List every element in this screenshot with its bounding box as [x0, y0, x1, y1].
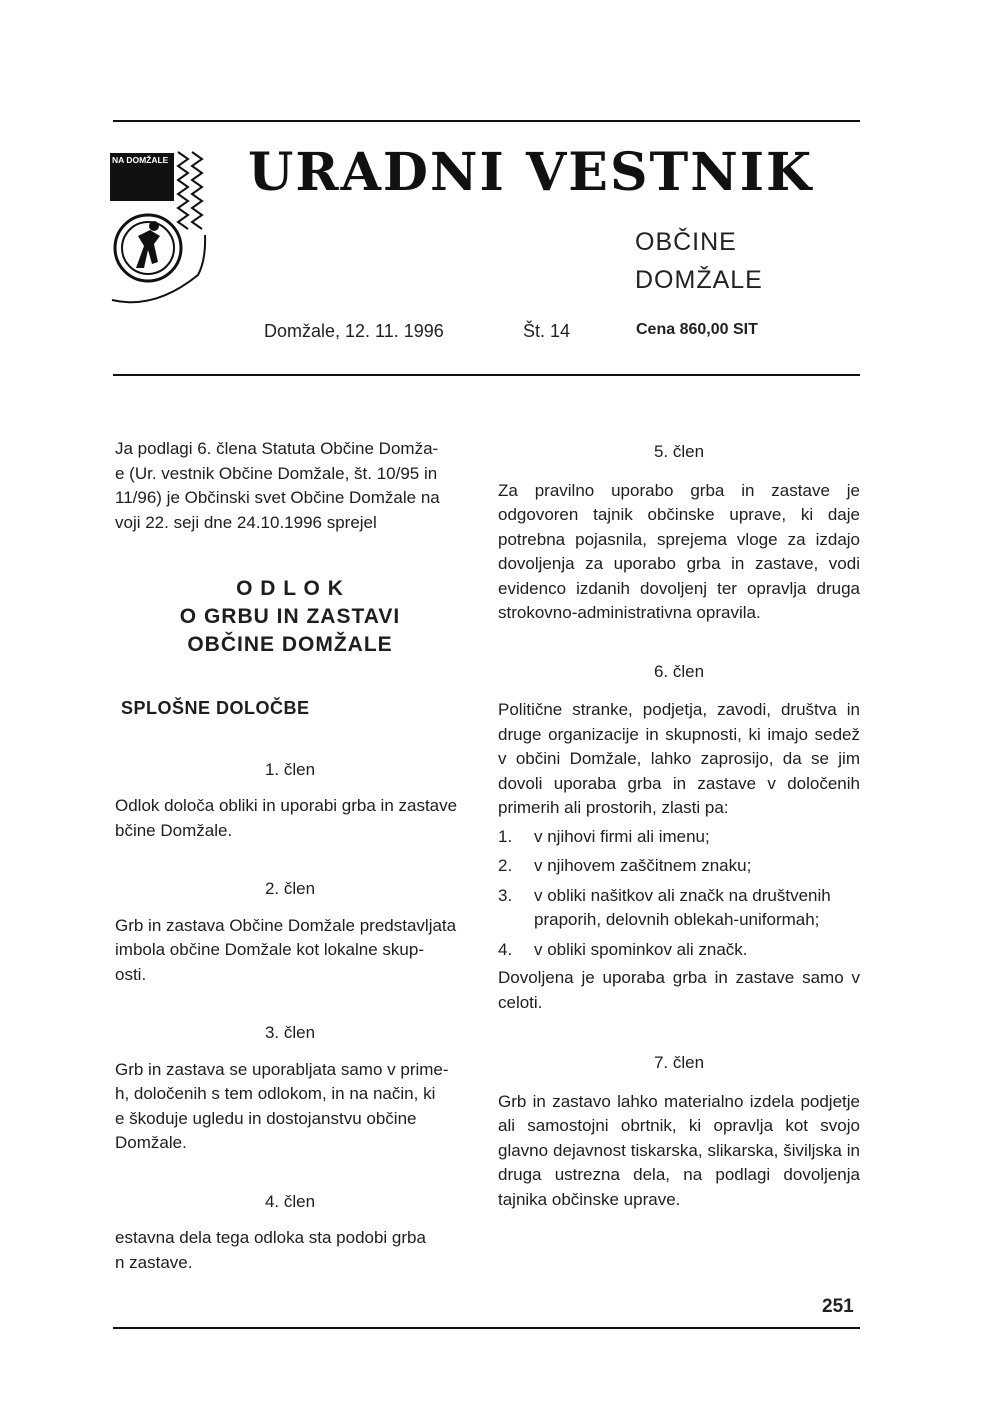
- list-item: [498, 825, 860, 850]
- article-line: estavna dela tega odloka sta podobi grba: [115, 1228, 426, 1247]
- domzale-logo: [110, 150, 210, 305]
- top-rule: [113, 120, 860, 122]
- list-number: 3.: [498, 885, 513, 905]
- article-line: Grb in zastava Občine Domžale predstavljata: [115, 915, 457, 935]
- article-line: h, določenih s tem odlokom, in na način, ki: [115, 1084, 436, 1103]
- article-text: Dovoljena je uporaba grba in zastave samo v celoti.: [498, 968, 860, 1012]
- intro-paragraph: [115, 437, 465, 535]
- title-line: O GRBU IN ZASTAVI: [179, 605, 401, 628]
- article-line: Grb in zastava se uporabljata samo v prime-: [115, 1059, 449, 1079]
- footer-rule: [113, 1327, 860, 1329]
- section-heading: SPLOŠNE DOLOČBE: [121, 698, 310, 718]
- intro-line: Ja podlagi 6. člena Statuta Občine Domža-: [115, 439, 439, 458]
- document-title: [115, 575, 465, 659]
- article-heading: 3. člen: [264, 1023, 316, 1042]
- list-number: 4.: [498, 939, 513, 959]
- header-divider: [113, 374, 860, 376]
- intro-line: voji 22. seji dne 24.10.1996 sprejel: [115, 512, 377, 532]
- issue-price: Cena 860,00 SIT: [636, 321, 758, 338]
- article-heading: 4. člen: [264, 1191, 316, 1211]
- article-line: Odlok določa obliki in uporabi grba in zastave: [115, 796, 458, 815]
- right-column: [498, 440, 860, 1212]
- list-text: v njihovem zaščitnem znaku;: [534, 856, 752, 875]
- article-heading: 5. člen: [653, 442, 705, 461]
- intro-line: e (Ur. vestnik Občine Domžale, št. 10/95 in: [115, 463, 438, 483]
- article-line: Domžale.: [115, 1133, 187, 1152]
- list-text: v njihovi firmi ali imenu;: [534, 826, 710, 846]
- article-line: n zastave.: [115, 1252, 193, 1272]
- list-item: [498, 854, 860, 879]
- masthead-title: URADNI VESTNIK: [248, 142, 814, 203]
- masthead-subtitle-line2: DOMŽALE: [635, 266, 763, 294]
- article-line: e škoduje ugledu in dostojanstvu občine: [115, 1108, 417, 1128]
- list-text: v obliki našitkov ali značk na društvenih praporih, delovnih oblekah-uniformah;: [534, 885, 831, 929]
- article-heading: 1. člen: [264, 759, 316, 779]
- article-text: Politične stranke, podjetja, zavodi, društva in druge organizacije in skupnosti, ki imajo sedež v občini Domžale, lahko zaprosijo, da se jim dovoli uporaba grba in zastave v določenih primerih ali prostorih, zlasti pa:: [498, 700, 860, 817]
- title-line-odlok: O D L O K: [236, 577, 344, 600]
- article-heading: 6. člen: [653, 661, 705, 681]
- article-text: Za pravilno uporabo grba in zastave je odgovoren tajnik občinske uprave, ki daje potrebna pojasnila, sprejema vloge za izdajo dovoljenja za uporabo grba in zastave, vodi evidenco izdanih dovoljenj ter opravlja druga strokovno-administrativna opravila.: [498, 480, 860, 622]
- list-text: v obliki spominkov ali značk.: [534, 939, 748, 959]
- article-line: bčine Domžale.: [115, 820, 233, 840]
- list-number: 1.: [498, 826, 513, 846]
- page-number: 251: [822, 1296, 854, 1317]
- list-number: 2.: [498, 856, 513, 875]
- article-text: Grb in zastavo lahko materialno izdela podjetje ali samostojni obrtnik, ki opravlja kot svojo glavno dejavnost tiskarska, slikarska, šiviljska in druga ustrezna dela, na podlagi dovoljenja tajnika občinske uprave.: [498, 1091, 860, 1209]
- logo-text: NA DOMŽALE: [112, 155, 169, 165]
- intro-line: 11/96) je Občinski svet Občine Domžale na: [115, 488, 440, 507]
- left-column: [115, 437, 465, 1275]
- list-item: [498, 938, 860, 963]
- article-line: osti.: [115, 964, 147, 984]
- article-heading: 7. člen: [653, 1053, 705, 1072]
- title-line: OBČINE DOMŽALE: [187, 633, 393, 656]
- list-item: [498, 884, 860, 933]
- issue-date: Domžale, 12. 11. 1996: [264, 321, 444, 341]
- issue-number: Št. 14: [523, 321, 571, 341]
- article-line: imbola občine Domžale kot lokalne skup-: [115, 940, 424, 959]
- masthead-subtitle-line1: OBČINE: [635, 228, 737, 256]
- article-heading: 2. člen: [264, 879, 316, 898]
